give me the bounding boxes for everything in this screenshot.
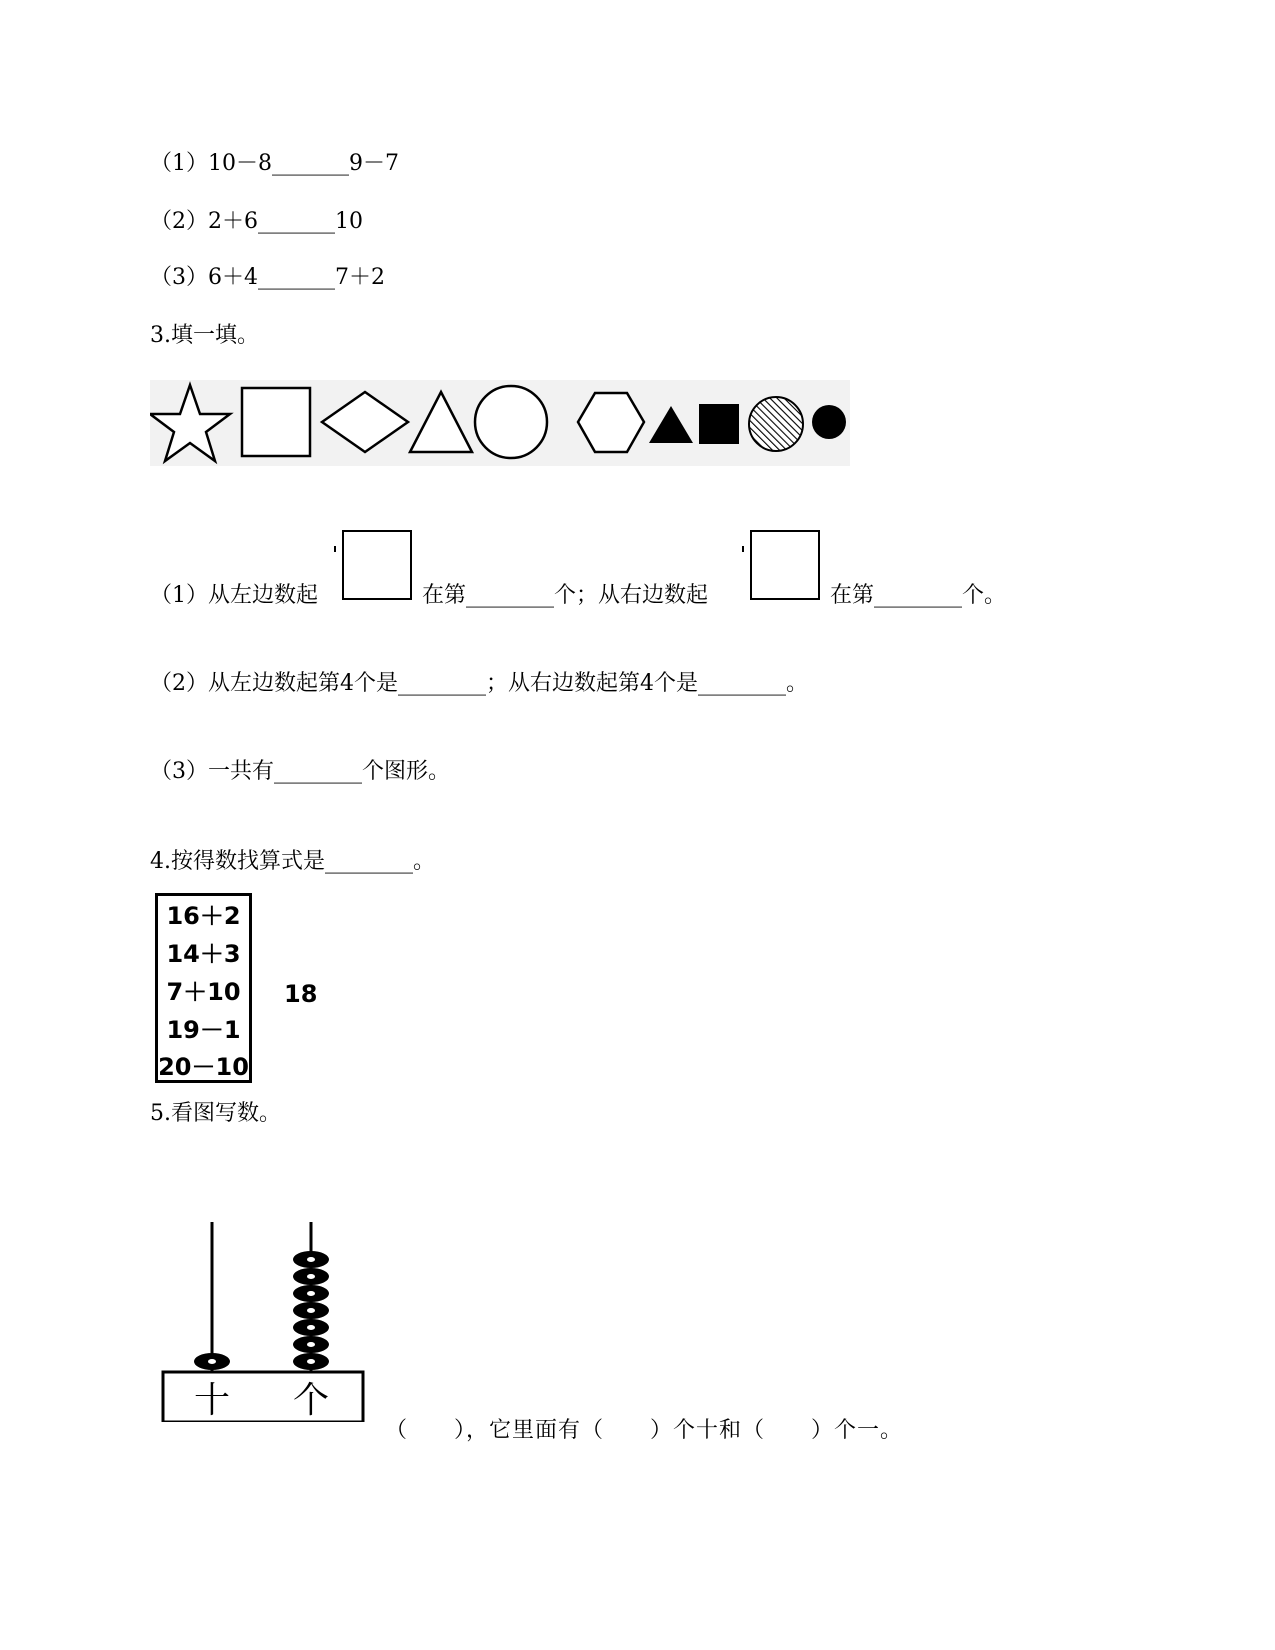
formula-box — [155, 893, 252, 1083]
inline-square-icon — [342, 530, 412, 600]
q2-item-1: （1）10－8_______9－7 — [150, 151, 399, 176]
filled-square-icon — [699, 404, 739, 444]
ones-bead — [293, 1285, 329, 1302]
tens-bead — [194, 1353, 230, 1370]
tick-mark — [334, 546, 336, 552]
q3-sub2: （2）从左边数起第4个是________；从右边数起第4个是________。 — [150, 671, 808, 696]
formula-option: 19－1 — [166, 1016, 241, 1044]
hatched-circle-icon — [749, 397, 803, 451]
ones-bead — [293, 1353, 329, 1370]
ones-label: 个 — [292, 1380, 330, 1421]
ones-bead — [293, 1268, 329, 1285]
abacus — [160, 1222, 370, 1428]
shapes-strip — [150, 380, 850, 472]
q5-title: 5.看图写数。 — [150, 1101, 281, 1126]
filled-circle-icon — [812, 405, 846, 439]
formula-option: 7＋10 — [166, 978, 241, 1006]
inline-square-icon — [750, 530, 820, 600]
q3-sub3: （3）一共有________个图形。 — [150, 759, 450, 784]
q3-sub1-part2: 在第________个；从右边数起 — [422, 583, 709, 608]
ones-bead — [293, 1319, 329, 1336]
target-result: 18 — [284, 980, 318, 1008]
formula-option: 14＋3 — [166, 940, 241, 968]
q5-question: （ ），它里面有（ ）个十和（ ）个一。 — [385, 1418, 904, 1443]
ones-bead — [293, 1336, 329, 1353]
ones-bead — [293, 1302, 329, 1319]
ones-bead — [293, 1251, 329, 1268]
q2-item-3: （3）6＋4_______7＋2 — [150, 265, 385, 290]
q4-title: 4.按得数找算式是________。 — [150, 849, 435, 874]
formula-option: 20－10 — [158, 1053, 249, 1081]
q2-item-2: （2）2＋6_______10 — [150, 209, 363, 234]
tens-label: 十 — [193, 1380, 231, 1421]
q3-title: 3.填一填。 — [150, 323, 259, 348]
q3-sub1-part3: 在第________个。 — [830, 583, 1007, 608]
tick-mark — [742, 546, 744, 552]
q3-sub1-part1: （1）从左边数起 — [150, 583, 318, 608]
circle-icon — [475, 386, 547, 458]
square-icon — [242, 388, 310, 456]
formula-option: 16＋2 — [166, 902, 241, 930]
